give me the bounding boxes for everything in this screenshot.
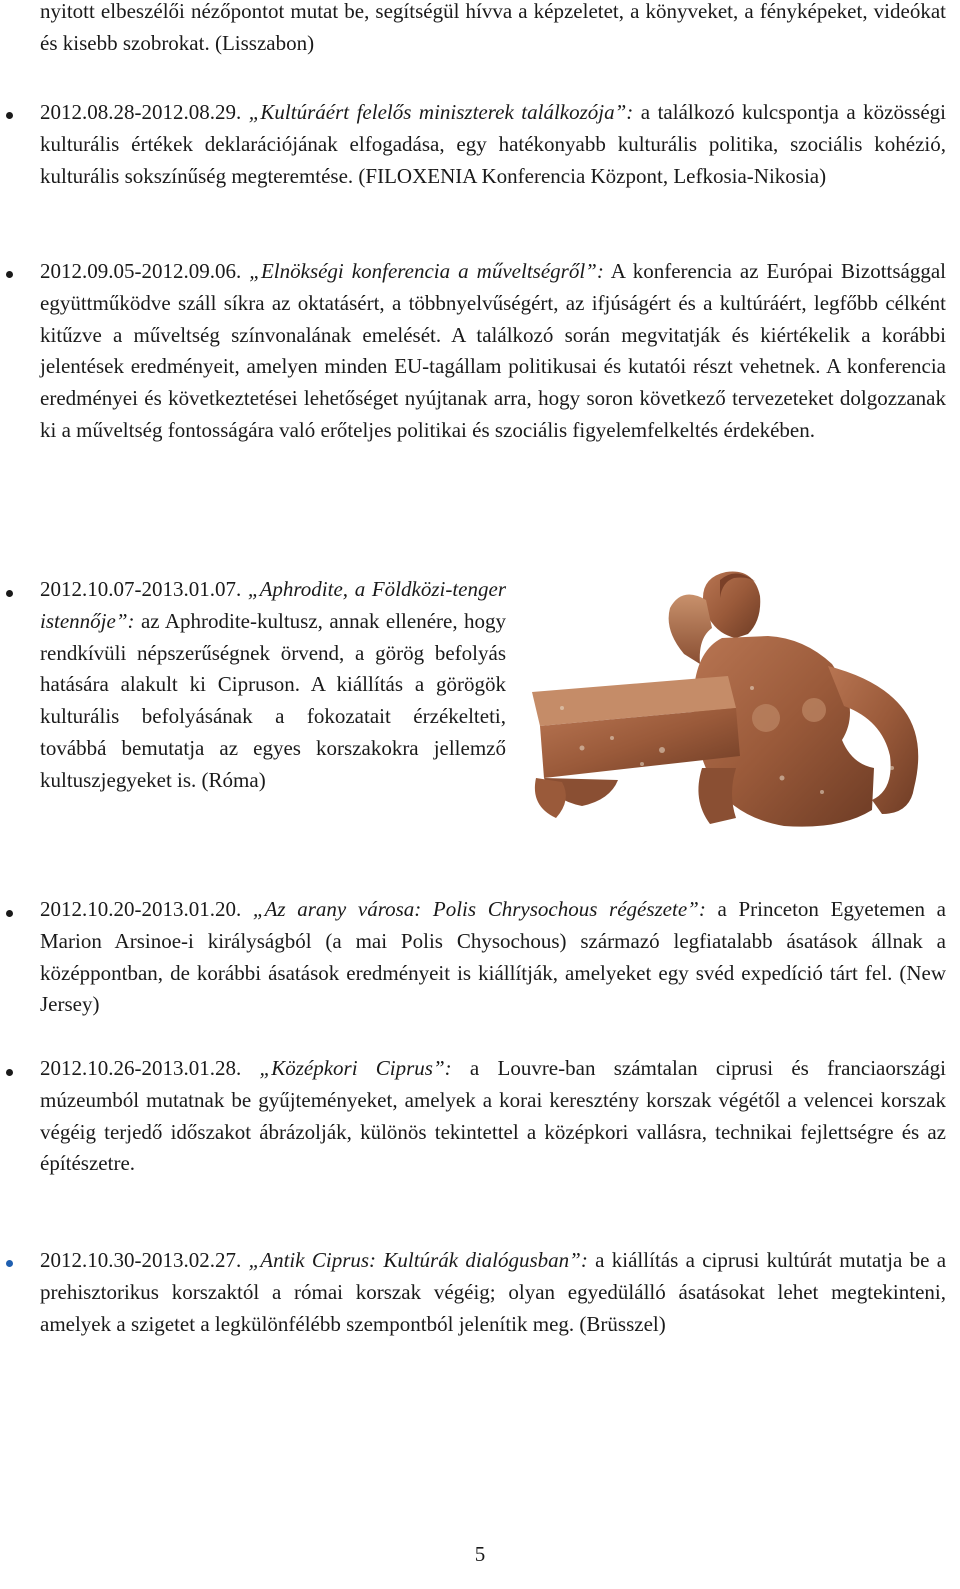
- event-title: „Elnökségi konferencia a műveltségről”:: [249, 259, 604, 283]
- event-text: a Louvre-ban számtalan ciprusi és franciaországi múzeumból mutatnak be gyűjteményeket, amelyek a korai keresztény korszak végétől a velencei korszak végéig terjedő időszakot ábrázolják, különös tekintettel a középkori vallásra, technikai fejlettségre és az építészetre.: [40, 1056, 947, 1176]
- event-item: [40, 894, 946, 1021]
- bullet-icon: [6, 590, 13, 597]
- bullet-icon: [6, 910, 13, 917]
- page-number: 5: [474, 1542, 486, 1566]
- event-text: a kiállítás a ciprusi kultúrát mutatja be a prehisztorikus korszaktól a római korszak végéig; olyan egyedülálló ásatásokat lehet megtekinteni, amelyek a szigetet a legkülönfélébb szempontból jelenítik meg. (Brüsszel): [40, 1248, 947, 1336]
- event-title: „Kultúráért felelős miniszterek találkozója”:: [248, 100, 634, 124]
- event-text: a Princeton Egyetemen a Marion Arsinoe-i királyságból (a mai Polis Chysochous) származó legfiatalabb ásatások állnak a középpontban, de korábbi ásatások eredményeit is kiállítják, amelyeket egy svéd expedíció tárt fel. (New Jersey): [40, 897, 947, 1017]
- event-text: az Aphrodite-kultusz, annak ellenére, hogy rendkívüli népszerűségnek örvend, a görög befolyás hatására alakult ki Cipruson. A kiállítás a görögök kulturális befolyásának a fokozatait érzékelteti, továbbá bemutatja az egyes korszakokra jellemző kultuszjegyeket is. (Róma): [40, 608, 507, 792]
- event-text: a találkozó kulcspontja a közösségi kulturális értékek deklarációjának elfogadása, egy hatékonyabb kulturális politika, szociális kohézió, kulturális sokszínűség megteremtése. (FILOXENIA Konferencia Központ, Lefkosia-Nikosia): [40, 100, 947, 188]
- event-date: 2012.10.20-2013.01.20.: [40, 897, 242, 921]
- event-title: „Aphrodite, a Földközi-tenger istennője”:: [40, 577, 506, 633]
- event-item: [40, 1053, 946, 1180]
- bullet-icon: [6, 271, 13, 278]
- bullet-icon: [6, 112, 13, 119]
- event-item: [40, 97, 946, 192]
- event-date: 2012.10.26-2013.01.28.: [40, 1056, 242, 1080]
- event-title: „Az arany városa: Polis Chrysochous régészete”:: [252, 897, 706, 921]
- event-title: „Középkori Ciprus”:: [259, 1056, 452, 1080]
- event-date: 2012.10.07-2013.01.07.: [40, 577, 242, 601]
- event-item: [40, 256, 946, 447]
- event-date: 2012.09.05-2012.09.06.: [40, 259, 242, 283]
- event-date: 2012.10.30-2013.02.27.: [40, 1248, 242, 1272]
- event-item: [40, 574, 506, 797]
- event-item: [40, 1245, 946, 1340]
- bullet-icon: [6, 1260, 13, 1267]
- event-text: A konferencia az Európai Bizottsággal együttműködve száll síkra az oktatásért, a többnyelvűségért, az ifjúságért és a kultúráért, legfőbb célként kitűzve a műveltség színvonalának emelését. A találkozó során megvitatják és kiértékelik a korábbi jelentések eredményeit, amelyen minden EU-tagállam politikusai és kutatói részt vehetnek. A konferencia eredményei és következtetései lehetőséget nyújtanak arra, hogy soron következő tervezeteket dolgozzanak ki a műveltség fontosságára való erőteljes politikai és szociális figyelemfelkeltés érdekében.: [40, 259, 947, 442]
- event-date: 2012.08.28-2012.08.29.: [40, 100, 242, 124]
- intro-paragraph: [40, 0, 946, 60]
- aphrodite-statue-image: [522, 568, 950, 836]
- bullet-icon: [6, 1069, 13, 1076]
- event-title: „Antik Ciprus: Kultúrák dialógusban”:: [248, 1248, 588, 1272]
- intro-text: nyitott elbeszélői nézőpontot mutat be, segítségül hívva a képzeletet, a könyveket, a fényképeket, videókat és kisebb szobrokat. (Lisszabon): [40, 0, 946, 55]
